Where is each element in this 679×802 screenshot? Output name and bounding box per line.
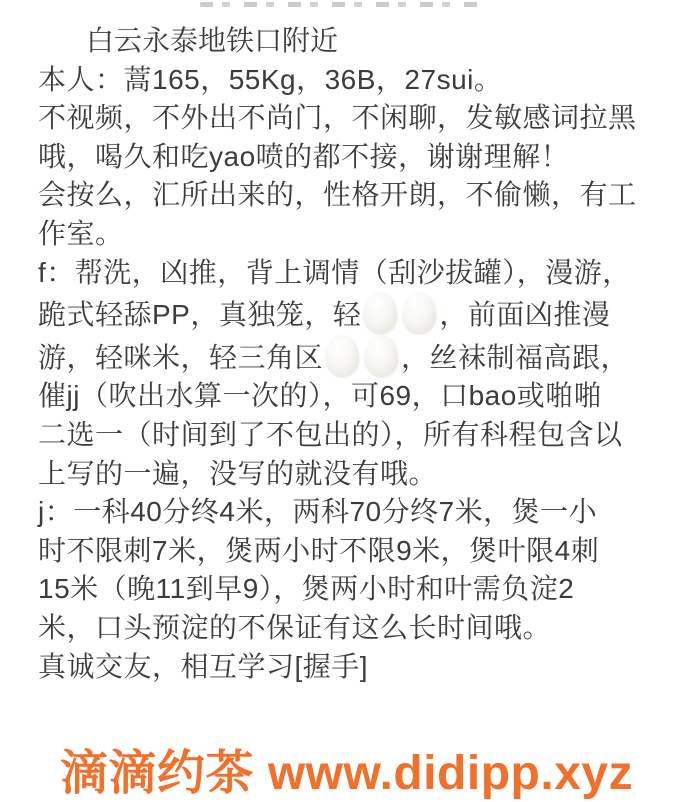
text-line-service-3 [38,335,655,378]
text-line-intro-5: 作室。 [38,217,124,249]
text-line-intro-4: 会按么，汇所出来的，性格开朗，不偷懒，有工 [38,179,637,211]
service-2-text-post: ，前面凶推漫 [439,299,611,331]
egg-icon [364,292,397,333]
text-line-service-6: 上写的一遍，没写的就没有哦。 [38,457,438,489]
text-line-price-1: j：一科40分终4米，两科70分终7米，煲一小 [38,496,598,528]
cropped-text-top [200,2,480,7]
service-3-text-pre: 游，轻咪米，轻三角区 [38,341,324,373]
text-line-price-3: 15米（晚11到早9），煲两小时和叶需负淀2 [38,573,575,605]
watermark-text: 滴滴约茶 www.didipp.xyz [60,747,634,801]
service-2-text-pre: 跪式轻舔PP，真独笼，轻 [38,299,362,331]
text-line-price-4: 米，口头预淀的不保证有这么长时间哦。 [38,611,552,643]
text-line-closing: 真诚交友，相互学习[握手] [38,650,369,682]
text-line-intro-1: 本人：蒿165，55Kg，36B，27sui。 [38,63,503,95]
text-line-service-4: 催jj（吹出水算一次的），可69，口bao或啪啪 [38,380,603,412]
service-3-text-post: ，丝袜制福高跟， [401,341,630,373]
egg-icon [326,335,359,376]
text-line-service-2 [38,292,655,335]
location-heading: 白云永泰地铁口附近 [86,25,339,56]
text-line-intro-2: 不视频，不外出不尚门，不闲聊，发敏感词拉黑 [38,102,637,134]
egg-icon [403,292,436,333]
post-page [0,2,679,800]
text-line-service-5: 二选一（时间到了不包出的），所有科程包含以 [38,418,623,450]
text-line-service-1: f：帮洗，凶推，背上调情（刮沙拔罐），漫游， [38,256,631,288]
egg-icon [365,335,398,376]
text-line-intro-3: 哦，喝久和吃yao喷的都不接，谢谢理解！ [38,140,570,172]
text-line-price-2: 时不限刺7米，煲两小时不限9米，煲叶限4刺 [38,534,600,566]
